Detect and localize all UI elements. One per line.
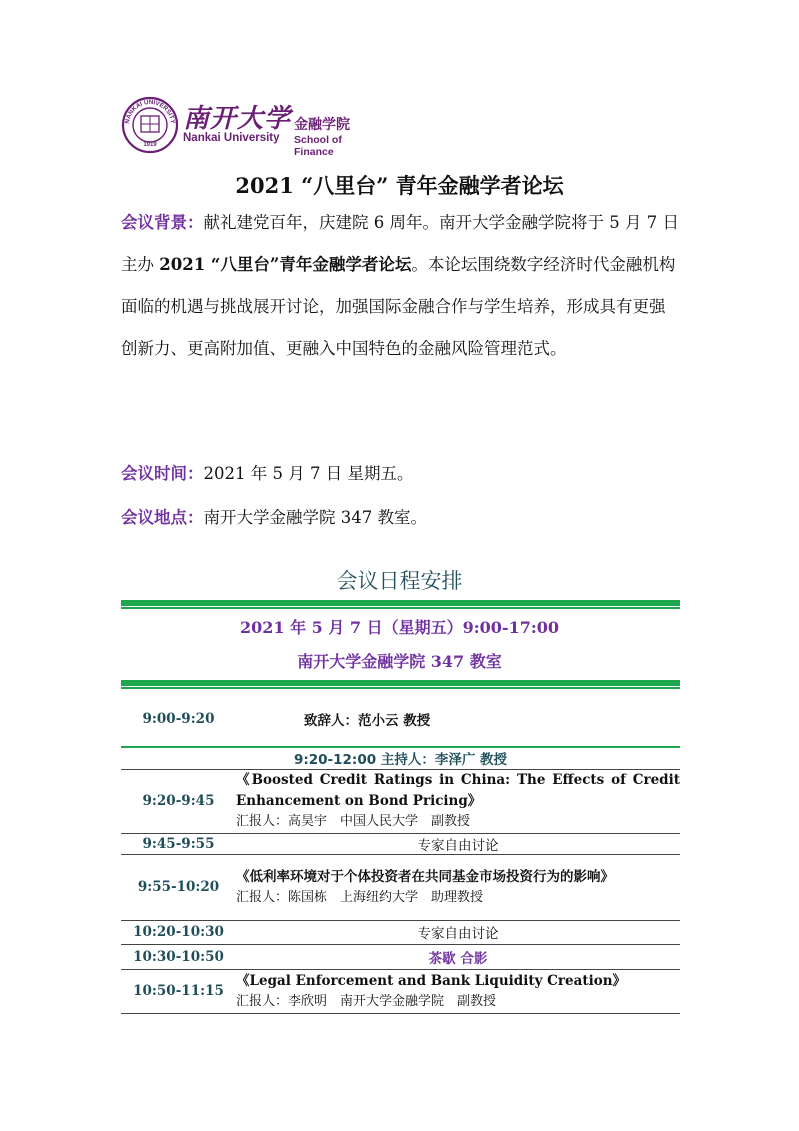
table-row bbox=[121, 833, 680, 854]
table-row bbox=[121, 747, 680, 769]
school-name-en: School of Finance bbox=[294, 134, 342, 158]
university-name-en: Nankai University bbox=[183, 132, 280, 144]
table-row bbox=[121, 920, 680, 944]
row-time: 9:00-9:20 bbox=[121, 692, 236, 747]
schedule-venue: 南开大学金融学院 347 教室 bbox=[297, 652, 502, 671]
background-bold-text: 2021 “八里台”青年金融学者论坛 bbox=[159, 255, 412, 274]
session-host: 9:20-12:00 主持人：李泽广 教授 bbox=[121, 747, 680, 769]
row-time: 10:20-10:30 bbox=[121, 920, 236, 944]
venue-label: 会议地点： bbox=[121, 508, 204, 527]
row-content: 茶歇 合影 bbox=[236, 944, 680, 969]
reporter: 汇报人：陈国栋 上海纽约大学 助理教授 bbox=[236, 889, 484, 905]
row-time: 10:30-10:50 bbox=[121, 944, 236, 969]
table-row bbox=[121, 692, 680, 747]
schedule-date: 2021 年 5 月 7 日（星期五）9:00-17:00 bbox=[239, 618, 560, 637]
report-title: 《低利率环境对于个体投资者在共同基金市场投资行为的影响》 bbox=[236, 868, 614, 885]
reporter: 汇报人：高昊宇 中国人民大学 副教授 bbox=[236, 814, 471, 829]
time-label: 会议时间： bbox=[121, 464, 204, 483]
background-text-2: 。本论坛围绕数字经济时代金融机构面临的机遇与挑战展开讨论，加强国际金融合作与学生培养，形成具有更强创新力、更高附加值、更融入中国特色的金融风险管理范式。 bbox=[121, 255, 676, 358]
svg-text:1919: 1919 bbox=[143, 142, 157, 148]
report-title: 《Legal Enforcement and Bank Liquidity Creation》 bbox=[236, 972, 627, 989]
page-title: 2021 “八里台” 青年金融学者论坛 bbox=[235, 173, 564, 198]
row-time: 9:55-10:20 bbox=[121, 854, 236, 920]
svg-text:NANKAI UNIVERSITY: NANKAI UNIVERSITY bbox=[123, 98, 177, 125]
school-name-cn: 金融学院 bbox=[294, 117, 350, 133]
table-row bbox=[121, 769, 680, 833]
university-seal-icon bbox=[121, 96, 179, 154]
row-content bbox=[236, 969, 680, 1013]
row-time: 10:50-11:15 bbox=[121, 969, 236, 1013]
reporter: 汇报人：李欣明 南开大学金融学院 副教授 bbox=[236, 993, 497, 1009]
row-content: 致辞人：范小云 教授 bbox=[236, 692, 680, 747]
row-time: 9:45-9:55 bbox=[121, 833, 236, 854]
table-row bbox=[121, 969, 680, 1013]
time-value: 2021 年 5 月 7 日 星期五。 bbox=[203, 464, 414, 483]
table-row bbox=[121, 944, 680, 969]
table-row bbox=[121, 854, 680, 920]
background-paragraph bbox=[121, 202, 681, 370]
row-content bbox=[236, 854, 680, 920]
schedule-top-rule bbox=[121, 600, 680, 609]
schedule-table bbox=[121, 692, 680, 1014]
nankai-logo bbox=[121, 96, 381, 156]
venue-value: 南开大学金融学院 347 教室。 bbox=[203, 508, 427, 527]
schedule-header-rule bbox=[121, 680, 680, 689]
report-title: 《Boosted Credit Ratings in China: The Effects of Credit Enhancement on Bond Pricing》 bbox=[236, 772, 680, 809]
venue-line bbox=[121, 497, 681, 539]
time-line bbox=[121, 453, 681, 495]
row-content: 专家自由讨论 bbox=[236, 833, 680, 854]
university-name-cn: 南开大学 bbox=[183, 104, 292, 134]
row-content bbox=[236, 769, 680, 833]
row-content: 专家自由讨论 bbox=[236, 920, 680, 944]
background-text-1: 献礼建党百年，庆建院 6 周年。南开大学金融学院将于 5 月 7 日主办 bbox=[121, 213, 679, 274]
schedule-heading: 会议日程安排 bbox=[336, 569, 463, 593]
background-label: 会议背景： bbox=[121, 213, 204, 232]
row-time: 9:20-9:45 bbox=[121, 769, 236, 833]
